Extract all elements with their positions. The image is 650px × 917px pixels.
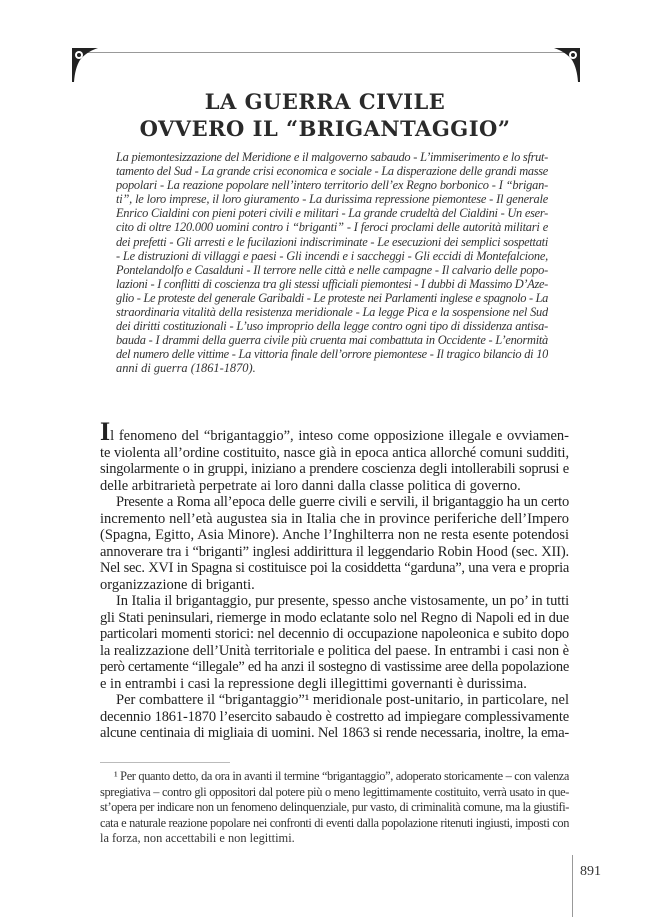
abstract-line: dei prefetti - Gli arresti e le fucilazioni indiscriminate - Le esecuzioni dei semplici sospettati: [116, 234, 548, 249]
body-line: e in entrambi i casi la repressione degli illegittimi governanti è durissima.: [100, 675, 527, 692]
body-line: In Italia il brigantaggio, pur presente, spesso anche vistosamente, un po’ in tutti: [116, 593, 569, 609]
title-line-2: OVVERO IL “BRIGANTAGGIO”: [139, 116, 511, 141]
body-line: gli Stati peninsulari, riemerge in modo eclatante solo nel Regno di Napoli ed in due: [100, 609, 569, 626]
footnote-line: cata e naturale reazione popolare nei confronti di eventi dalla popolazione ritenuti ingiusti, imposti con: [100, 815, 569, 830]
body-line: [100, 417, 569, 446]
footnote-line: ¹ Per quanto detto, da ora in avanti il termine “brigantaggio”, adoperato storicamente – con valenza: [114, 769, 569, 783]
page-number: 891: [580, 864, 601, 879]
chapter-abstract: [116, 150, 548, 376]
body-line: Per combattere il “brigantaggio”¹ meridionale post-unitario, in particolare, nel: [116, 692, 569, 708]
footnote: [100, 769, 569, 847]
body-line: annoverare tra i “briganti” inglesi addirittura il leggendario Robin Hood (sec. XII).: [100, 543, 569, 560]
abstract-line: straordinaria vitalità della resistenza meridionale - La legge Pica e la sospensione nel Sud: [116, 305, 548, 320]
abstract-line: anni di guerra (1861-1870).: [116, 361, 256, 376]
abstract-line: - Le distruzioni di villaggi e paesi - Gli incendi e i saccheggi - Gli eccidi di Montefalcione,: [116, 248, 548, 263]
footnote-line: la forza, non accettabili e non legittimi.: [100, 831, 295, 845]
body-line: singolarmente o in gruppi, iniziano a prendere coscienza degli intollerabili soprusi e: [100, 461, 569, 477]
footnote-line: st’opera per indicare non un fenomeno delinquenziale, pur vasto, di criminalità comune, ma la giustifi-: [100, 800, 569, 814]
abstract-line: Pontelandolfo e Casalduni - Il terrore nelle città e nelle campagne - Il calvario delle popo-: [116, 262, 548, 277]
abstract-line: La piemontesizzazione del Meridione e il malgoverno sabaudo - L’immiserimento e lo sfrut-: [116, 150, 548, 164]
abstract-line: cito di oltre 120.000 uomini contro i “briganti” - I feroci proclami delle autorità militari e: [116, 220, 548, 235]
title-line-1: LA GUERRA CIVILE: [204, 89, 446, 114]
body-line: però certamente “illegale” ed ha anzi il sostegno di vastissime aree della popolazione: [100, 659, 569, 675]
abstract-line: dei diritti costituzionali - L’uso improprio della legge contro ogni tipo di dissidenza antisa-: [116, 319, 548, 334]
corner-ornament-icon: [554, 48, 580, 82]
abstract-line: bauda - I drammi della guerra civile più cruenta mai combattuta in Occidente - L’enormità: [116, 333, 548, 348]
page-number-rule: [572, 855, 573, 917]
footnote-rule: [100, 762, 230, 763]
body-line: incremento nell’età augustea sia in Italia che in province periferiche dell’Impero: [100, 510, 569, 527]
abstract-line: Enrico Cialdini con pieni poteri civili e militari - La grande crudeltà del Cialdini - Un eser-: [116, 206, 548, 221]
body-line: te violenta all’ordine costituito, nasce già in epoca antica allorché comuni sudditi,: [100, 444, 569, 461]
body-line: delle arbitrarietà perpetrate ai loro danni dalla classe politica di governo.: [100, 477, 521, 494]
body-line: decennio 1861-1870 l’esercito sabaudo è costretto ad impiegare complessivamente: [100, 708, 569, 725]
body-line: particolari momenti storici: nel decennio di occupazione napoleonica e subito dopo: [100, 626, 569, 642]
body-line-text: l fenomeno del “brigantaggio”, inteso come opposizione illegale e ovviamen-: [110, 428, 569, 444]
abstract-line: tamento del Sud - La grande crisi economica e sociale - La disperazione delle grandi masse: [116, 164, 548, 179]
chapter-title: [0, 88, 650, 142]
body-line: organizzazione di briganti.: [100, 576, 255, 593]
body-line: (Spagna, Egitto, Asia Minore). Anche l’Inghilterra non ne resta esente potendosi: [100, 527, 569, 543]
body-line: la realizzazione dell’Unità territoriale e politica del paese. In entrambi i casi non è: [100, 642, 569, 659]
abstract-line: popolari - La reazione popolare nell’intero territorio dell’ex Regno borbonico - I “brigan-: [116, 178, 548, 193]
body-text: [100, 417, 569, 742]
body-line: Nel sec. XVI in Spagna si costituisce poi la cosiddetta “garduna”, una vera e propria: [100, 560, 569, 576]
body-line: alcune centinaia di migliaia di uomini. Nel 1863 si rende necessaria, inoltre, la ema-: [100, 725, 569, 741]
corner-ornament-icon: [72, 48, 98, 82]
body-line: Presente a Roma all’epoca delle guerre civili e servili, il brigantaggio ha un certo: [116, 494, 569, 510]
abstract-line: del numero delle vittime - La vittoria finale dell’orrore piemontese - Il tragico bilancio di 10: [116, 347, 548, 362]
footnote-line: spregiativa – contro gli oppositori dal potere più o meno legittimamente costituito, verrà usato in que-: [100, 784, 569, 799]
header-rule: [78, 52, 572, 53]
drop-cap: I: [100, 417, 111, 446]
abstract-line: glio - Le proteste del generale Garibaldi - Le proteste nei Parlamenti inglese e spagnolo - La: [116, 290, 548, 305]
abstract-line: ti”, le loro imprese, il loro giuramento - La durissima repressione piemontese - Il generale: [116, 192, 548, 207]
abstract-line: lazioni - I conflitti di coscienza tra gli stessi ufficiali piemontesi - I dubbi di Massimo D’Aze-: [116, 276, 548, 291]
